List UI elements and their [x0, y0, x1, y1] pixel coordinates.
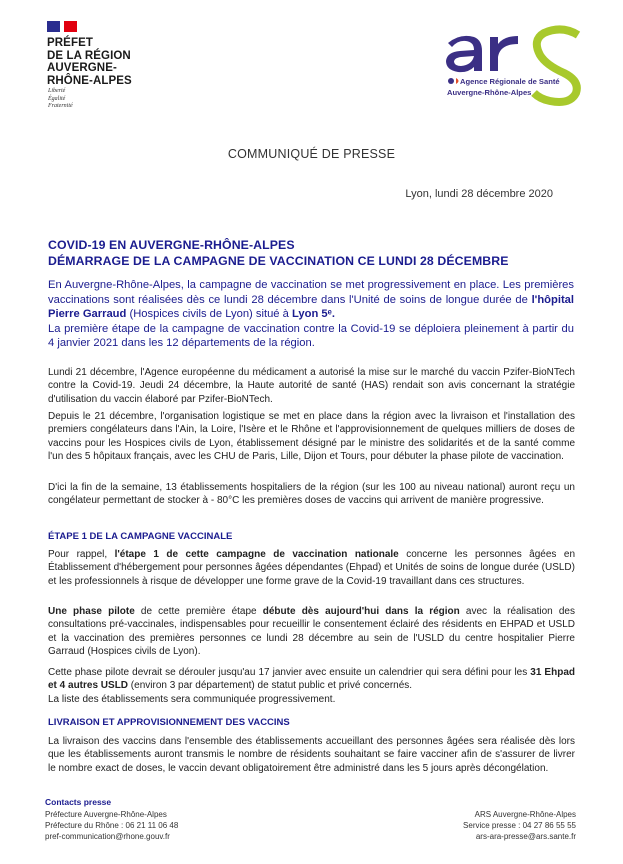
paragraph-pilot-phase	[48, 605, 575, 658]
ars-agency-name: Agence Régionale de Santé	[460, 77, 560, 86]
contacts-heading: Contacts presse	[45, 797, 112, 807]
paragraph-logistics: Depuis le 21 décembre, l'organisation logistique se met en place dans la région avec la livraison et l'installation des premiers congélateurs dans l'Ain, la Loire, l'Isère et le Rhône et l'approvisionnement de quelques milliers de doses de vaccins pour les Hospices civils de Lyon, établissement désigné par le ministre des solidarités et de la santé comme l'un des 5 hôpitaux français, avec les CHU de Paris, Lille, Dijon et Tours, pour débuter la phase pilote de vaccination.	[48, 411, 575, 462]
document-kind: COMMUNIQUÉ DE PRESSE	[227, 147, 396, 161]
title-line-1: COVID-19 EN AUVERGNE-RHÔNE-ALPES	[48, 238, 295, 252]
paragraph-freezers: D'ici la fin de la semaine, 13 établissements hospitaliers de la région (sur les 100 au niveau national) auront reçu un congélateur permettant de stocker à - 80°C les premières doses de vaccins qui arrivent de manière progressive.	[48, 482, 575, 507]
paragraph-delivery: La livraison des vaccins dans l'ensemble des établissements accueillant des personnes âgées sera réalisée dès lors que les établissements auront transmis le nombre de résidents souhaitant se faire vacciner afin de s'assurer de livrer le nombre exact de doses, le vaccin devant obligatoirement être administré dans les 5 jours après décongélation.	[48, 736, 575, 774]
motto-line: Fraternité	[48, 103, 73, 109]
contact-line: ARS Auvergne-Rhône-Alpes	[474, 810, 576, 819]
lead-text: En Auvergne-Rhône-Alpes, la campagne de vaccination se met progressivement en place. Les premières vaccinations sont réalisées dès ce lundi 28 décembre dans l'Unité de soins de longue durée de	[48, 279, 574, 306]
contact-phone: Préfecture du Rhône : 06 21 11 06 48	[45, 821, 179, 830]
lead-bold: l'hôpital Pierre Garraud	[48, 293, 574, 321]
contact-phone: Service presse : 04 27 86 55 55	[463, 821, 576, 830]
text: avec la réalisation des consultations pré-vaccinales, indispensables pour recueillir le consentement éclairé des résidents en EHPAD et USLD et la vaccination des premières personnes ce lundi 28 décembre au sein de l'USLD du centre hospitalier Pierre Garraud (Hospices civils de Lyon).	[48, 606, 575, 657]
bold-text: Une phase pilote	[48, 606, 135, 617]
lead-text: (Hospices civils de Lyon) situé à	[126, 308, 292, 321]
bold-text: débute dès aujourd'hui dans la région	[262, 606, 460, 617]
ars-region-name: Auvergne-Rhône-Alpes	[447, 88, 532, 97]
section-heading-step1: ÉTAPE 1 DE LA CAMPAGNE VACCINALE	[48, 531, 233, 542]
contact-line: Préfecture Auvergne-Rhône-Alpes	[45, 810, 167, 819]
paragraph-pilot-calendar	[48, 666, 575, 706]
flag-red-band	[64, 21, 77, 32]
republic-motto	[48, 88, 73, 111]
lead-bold: Lyon 5ᵉ.	[291, 308, 335, 321]
text: concerne les personnes âgées en Établissement d'hébergement pour personnes âgées dépendantes (Ehpad) et Unités de soins de longue durée (USLD) et les professionnels à risque de développer une forme grave de la Covid-19 travaillant dans ces structures.	[48, 549, 576, 587]
prefecture-line: RHÔNE-ALPES	[47, 74, 132, 87]
contact-email-link[interactable]: pref-communication@rhone.gouv.fr	[45, 832, 170, 841]
bold-text: l'étape 1 de cette campagne de vaccination nationale	[114, 549, 399, 560]
title-line-2: DÉMARRAGE DE LA CAMPAGNE DE VACCINATION CE LUNDI 28 DÉCEMBRE	[48, 254, 509, 268]
prefecture-name	[47, 37, 132, 87]
motto-line: Égalité	[48, 95, 66, 102]
press-release-title	[48, 237, 509, 269]
prefecture-line: PRÉFET	[47, 37, 93, 49]
text: La liste des établissements sera communiquée progressivement.	[48, 693, 336, 705]
contact-email-link[interactable]: ars-ara-presse@ars.sante.fr	[475, 832, 576, 841]
marianne-flag-logo	[47, 21, 77, 32]
prefecture-line: DE LA RÉGION	[47, 49, 131, 62]
ars-logo	[440, 25, 600, 115]
document-date: Lyon, lundi 28 décembre 2020	[405, 188, 553, 200]
lead-text: La première étape de la campagne de vaccination contre la Covid-19 se déploiera pleinement à partir du 4 janvier 2021 dans les 12 départements de la région.	[48, 322, 574, 350]
paragraph-ema-authorisation: Lundi 21 décembre, l'Agence européenne du médicament a autorisé la mise sur le marché du vaccin Pzifer-BioNTech contre la Covid-19. Jeudi 24 décembre, la Haute autorité de santé (HAS) rendait son avis concernant la stratégie d'utilisation du vaccin élaboré par Pzifer-BioNTech.	[48, 367, 575, 405]
ars-logo-caption	[447, 76, 560, 98]
text: Cette phase pilote devrait se dérouler jusqu'au 17 janvier avec ensuite un calendrier qui sera défini pour les	[48, 667, 531, 678]
contacts-ars	[463, 809, 576, 842]
lead-paragraph	[48, 278, 574, 351]
text: de cette première étape	[134, 606, 263, 617]
bold-text: 31 Ehpad et 4 autres USLD	[48, 667, 575, 692]
paragraph-step1	[48, 548, 575, 588]
motto-line: Liberté	[48, 88, 66, 94]
contacts-prefecture	[45, 809, 178, 842]
text: Pour rappel,	[48, 549, 115, 560]
prefecture-line: AUVERGNE-	[47, 62, 117, 74]
flag-blue-band	[47, 21, 60, 32]
section-heading-delivery: LIVRAISON ET APPROVISIONNEMENT DES VACCINS	[48, 717, 290, 728]
text: (environ 3 par département) de statut public et privé concernés.	[128, 680, 413, 692]
